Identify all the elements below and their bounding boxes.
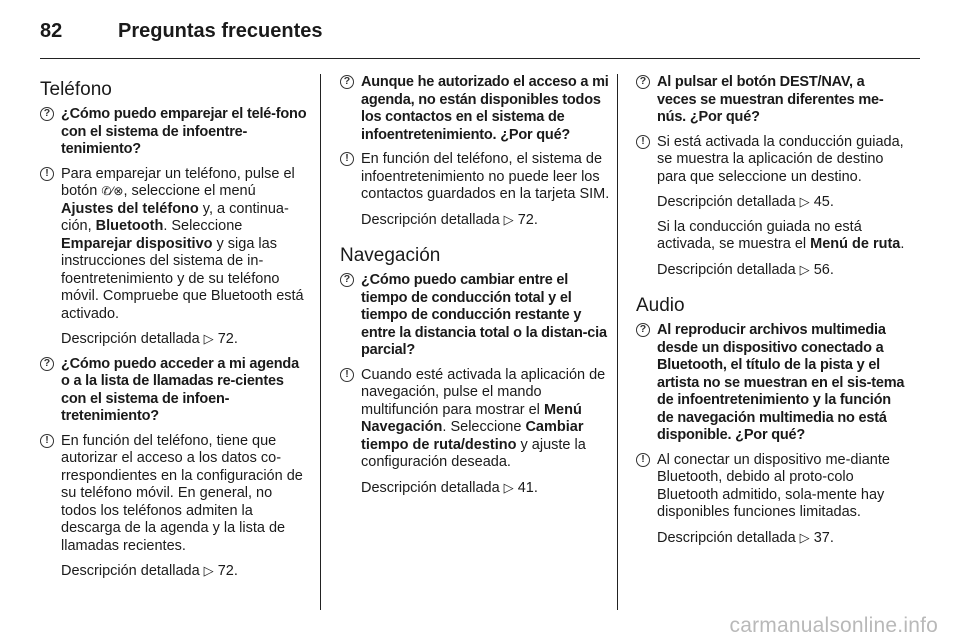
question-block bbox=[636, 322, 906, 445]
section-heading-telefono: Teléfono bbox=[40, 79, 112, 100]
page-header bbox=[40, 14, 920, 50]
question-text: Al pulsar el botón DEST/NAV, a veces se muestran diferentes me-nús. ¿Por qué? bbox=[657, 74, 884, 125]
answer-block bbox=[340, 367, 610, 498]
column-2 bbox=[340, 74, 610, 504]
answer-text: Si está activada la conducción guiada, se muestra la aplicación de destino para que seleccione un destino. bbox=[657, 133, 904, 185]
question-text: ¿Cómo puedo acceder a mi agenda o a la lista de llamadas re-cientes con el sistema de infoen-tretenimiento? bbox=[61, 355, 299, 424]
answer-text: Al conectar un dispositivo me-diante Bluetooth, debido al proto-colo Bluetooth admitido, sola-mente hay disponibles funciones limitadas. bbox=[657, 451, 890, 520]
reference-arrow-icon: ▷ bbox=[203, 331, 214, 346]
answer-block bbox=[340, 151, 610, 229]
answer-block bbox=[40, 166, 310, 349]
question-icon: ? bbox=[636, 323, 650, 337]
reference-arrow-icon: ▷ bbox=[503, 479, 514, 495]
column-1 bbox=[40, 74, 310, 588]
answer-text: En función del teléfono, tiene que autorizar el acceso a los datos co-rrespondientes en la configuración de su teléfono móvil. En general, no todos los teléfonos admiten la descarga de la agenda y la lista de llamadas recientes. bbox=[61, 432, 303, 554]
answer-text: Si la conducción guiada no está activada, se muestra el Menú de ruta. bbox=[657, 218, 905, 252]
reference-link: Descripción detallada ▷ 72. bbox=[361, 211, 538, 228]
reference-arrow-icon: ▷ bbox=[799, 194, 810, 209]
page-number: 82 bbox=[40, 20, 63, 42]
question-block bbox=[636, 74, 906, 127]
header-rule bbox=[40, 58, 920, 59]
question-icon: ? bbox=[636, 75, 650, 89]
question-text: Al reproducir archivos multimedia desde un dispositivo conectado a Bluetooth, el título de la pista y el artista no se muestran en el sis-tema de infoentretenimiento y la función de navegación multimedia no está disponible. ¿Por qué? bbox=[657, 322, 905, 443]
answer-icon: ! bbox=[40, 167, 54, 181]
answer-text: En función del teléfono, el sistema de infoentretenimiento no puede leer los contactos guardados en la tarjeta SIM. bbox=[361, 151, 610, 202]
answer-block bbox=[636, 452, 906, 548]
question-icon: ? bbox=[340, 75, 354, 89]
watermark: carmanualsonline.info bbox=[729, 614, 938, 637]
answer-icon: ! bbox=[636, 135, 650, 149]
answer-block bbox=[40, 433, 310, 581]
answer-text: Cuando esté activada la aplicación de navegación, pulse el mando multifunción para mostrar el Menú Navegación. Seleccione Cambiar tiempo de ruta/destino y ajuste la configuración deseada. bbox=[361, 366, 606, 470]
column-3 bbox=[636, 74, 906, 554]
phone-icon: ✆⁄⊗ bbox=[101, 184, 124, 198]
reference-arrow-icon: ▷ bbox=[503, 211, 514, 227]
answer-icon: ! bbox=[636, 453, 650, 467]
answer-icon: ! bbox=[40, 434, 54, 448]
reference-link: Descripción detallada ▷ 37. bbox=[657, 529, 834, 546]
question-block bbox=[340, 74, 610, 144]
reference-arrow-icon: ▷ bbox=[203, 563, 214, 578]
reference-link: Descripción detallada ▷ 45. bbox=[657, 194, 834, 210]
question-text: Aunque he autorizado el acceso a mi agenda, no están disponibles todos los contactos en el sistema de infoentretenimiento. ¿Por qué? bbox=[361, 74, 609, 143]
reference-link: Descripción detallada ▷ 56. bbox=[657, 261, 834, 278]
question-icon: ? bbox=[40, 107, 54, 121]
reference-link: Descripción detallada ▷ 72. bbox=[61, 331, 238, 347]
question-block bbox=[40, 356, 310, 426]
reference-link: Descripción detallada ▷ 72. bbox=[61, 563, 238, 579]
reference-link: Descripción detallada ▷ 41. bbox=[361, 479, 538, 496]
answer-block bbox=[636, 134, 906, 280]
page-title: Preguntas frecuentes bbox=[118, 20, 323, 42]
section-heading-audio: Audio bbox=[636, 295, 685, 316]
column-divider-2 bbox=[617, 74, 618, 610]
question-icon: ? bbox=[340, 273, 354, 287]
question-icon: ? bbox=[40, 357, 54, 371]
reference-arrow-icon: ▷ bbox=[799, 261, 810, 277]
question-block bbox=[340, 272, 610, 360]
question-text: ¿Cómo puedo emparejar el telé-fono con el sistema de infoentre-tenimiento? bbox=[61, 106, 307, 157]
reference-arrow-icon: ▷ bbox=[799, 529, 810, 545]
answer-icon: ! bbox=[340, 368, 354, 382]
section-heading-navegacion: Navegación bbox=[340, 245, 441, 266]
column-divider-1 bbox=[320, 74, 321, 610]
answer-text: Para emparejar un teléfono, pulse el botón ✆⁄⊗, seleccione el menú Ajustes del teléfono y, a continua-ción, Bluetooth. Seleccione Emparejar dispositivo y siga las instrucciones del sistema de in-foentretenimiento y de su teléfono móvil. Compruebe que Bluetooth está activado. bbox=[61, 165, 304, 322]
answer-icon: ! bbox=[340, 152, 354, 166]
question-text: ¿Cómo puedo cambiar entre el tiempo de conducción total y el tiempo de conducción restante y entre la distancia total o la distan-cia parcial? bbox=[361, 272, 607, 358]
question-block bbox=[40, 106, 310, 159]
